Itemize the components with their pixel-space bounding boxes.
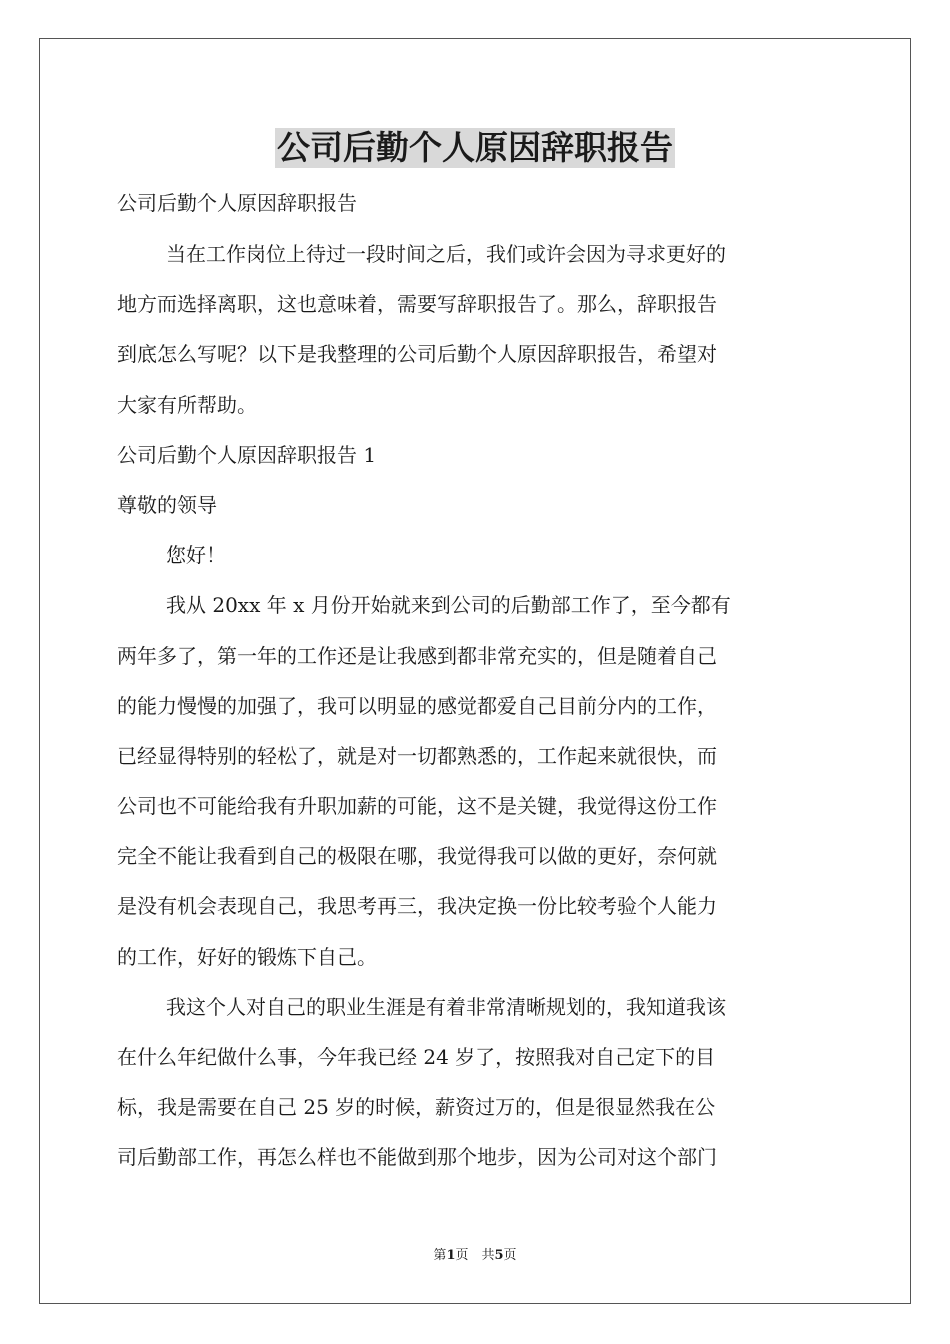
paragraph-line: 公司也不可能给我有升职加薪的可能，这不是关键，我觉得这份工作 — [117, 794, 717, 819]
paragraph-line: 两年多了，第一年的工作还是让我感到都非常充实的，但是随着自己 — [117, 643, 717, 668]
paragraph-line: 完全不能让我看到自己的极限在哪，我觉得我可以做的更好，奈何就 — [117, 844, 717, 869]
current-page-number: 1 — [446, 1248, 456, 1263]
page-prefix: 第 — [433, 1248, 447, 1263]
paragraph-line: 在什么年纪做什么事，今年我已经 24 岁了，按照我对自己定下的目 — [117, 1045, 716, 1069]
paragraph-line: 的能力慢慢的加强了，我可以明显的感觉都爱自己目前分内的工作， — [117, 693, 717, 718]
total-page-number: 5 — [494, 1248, 504, 1263]
title-container — [0, 128, 950, 168]
paragraph-line: 的工作，好好的锻炼下自己。 — [117, 944, 377, 969]
page-footer — [0, 1246, 950, 1266]
subtitle-line: 公司后勤个人原因辞职报告 — [117, 191, 357, 215]
paragraph-line: 我这个人对自己的职业生涯是有着非常清晰规划的，我知道我该 — [166, 994, 726, 1019]
page-mid: 页 共 — [455, 1248, 495, 1263]
paragraph-line: 大家有所帮助。 — [117, 392, 257, 417]
paragraph-line: 地方而选择离职，这也意味着，需要写辞职报告了。那么，辞职报告 — [117, 292, 717, 317]
page-suffix: 页 — [503, 1248, 517, 1263]
document-body — [117, 178, 833, 1183]
greeting: 您好！ — [166, 543, 226, 568]
paragraph-line: 已经显得特别的轻松了，就是对一切都熟悉的，工作起来就很快，而 — [117, 743, 717, 768]
section-heading: 公司后勤个人原因辞职报告 1 — [117, 442, 377, 467]
paragraph-line: 我从 20xx 年 x 月份开始就来到公司的后勤部工作了，至今都有 — [166, 593, 731, 618]
salutation: 尊敬的领导 — [117, 492, 217, 517]
document-title: 公司后勤个人原因辞职报告 — [277, 128, 673, 167]
paragraph-line: 到底怎么写呢？以下是我整理的公司后勤个人原因辞职报告，希望对 — [117, 342, 717, 367]
paragraph-line: 司后勤部工作，再怎么样也不能做到那个地步，因为公司对这个部门 — [117, 1145, 717, 1170]
paragraph-line: 当在工作岗位上待过一段时间之后，我们或许会因为寻求更好的 — [166, 242, 726, 266]
paragraph-line: 是没有机会表现自己，我思考再三，我决定换一份比较考验个人能力 — [117, 894, 717, 919]
paragraph-line: 标，我是需要在自己 25 岁的时候，薪资过万的，但是很显然我在公 — [117, 1095, 716, 1120]
